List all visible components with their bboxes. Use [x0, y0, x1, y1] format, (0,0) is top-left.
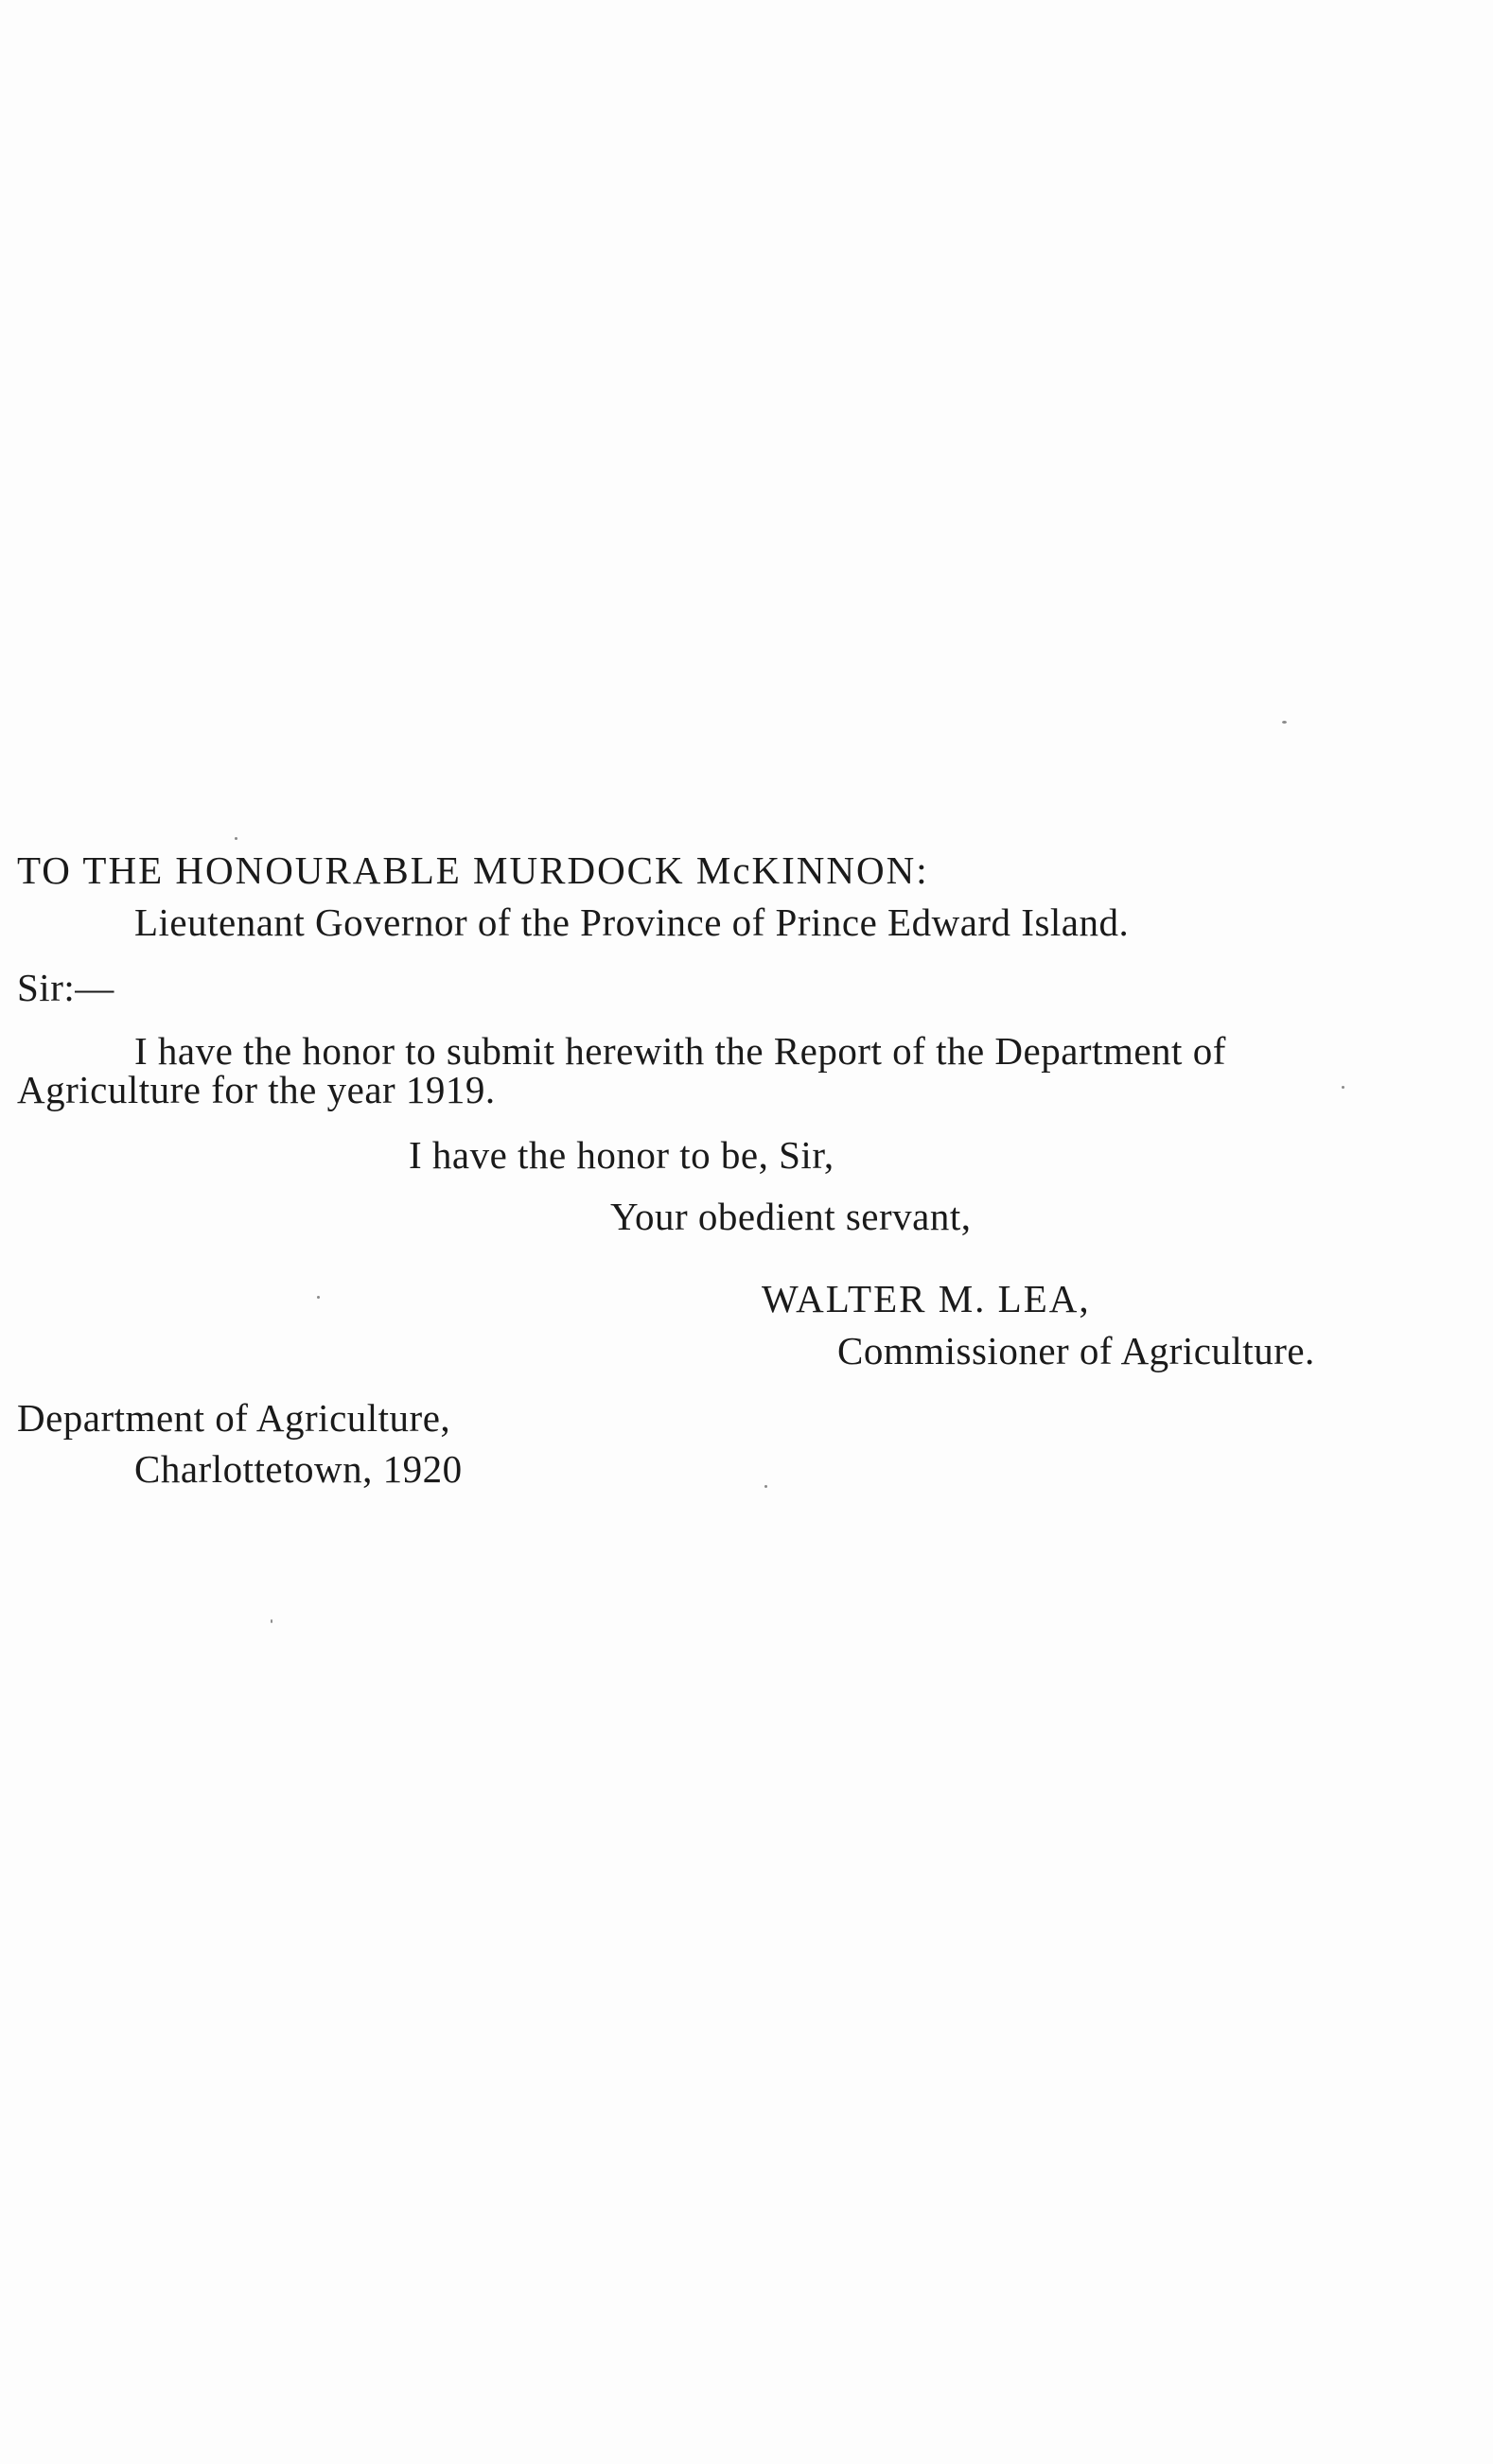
- closing-line-2: Your obedient servant,: [610, 1195, 972, 1238]
- signature-name: WALTER M. LEA,: [762, 1277, 1091, 1320]
- scan-speck: [1282, 721, 1287, 724]
- addressee-title: Lieutenant Governor of the Province of Prince Edward Island.: [134, 900, 1130, 944]
- scan-speck: [235, 837, 237, 840]
- salutation: Sir:—: [17, 966, 114, 1009]
- scan-speck: [764, 1485, 767, 1488]
- letter-body-line-2: Agriculture for the year 1919.: [17, 1068, 496, 1111]
- letter-body-line-1: I have the honor to submit herewith the Report of the Department of: [134, 1029, 1226, 1073]
- addressee-line: TO THE HONOURABLE MURDOCK McKINNON:: [17, 848, 929, 892]
- scan-speck: [1342, 1086, 1344, 1089]
- scan-speck: [317, 1296, 320, 1299]
- sender-place-date: Charlottetown, 1920: [134, 1447, 463, 1491]
- closing-line-1: I have the honor to be, Sir,: [409, 1133, 834, 1177]
- sender-department: Department of Agriculture,: [17, 1396, 451, 1440]
- scan-speck: [271, 1619, 272, 1623]
- signature-title: Commissioner of Agriculture.: [837, 1329, 1315, 1372]
